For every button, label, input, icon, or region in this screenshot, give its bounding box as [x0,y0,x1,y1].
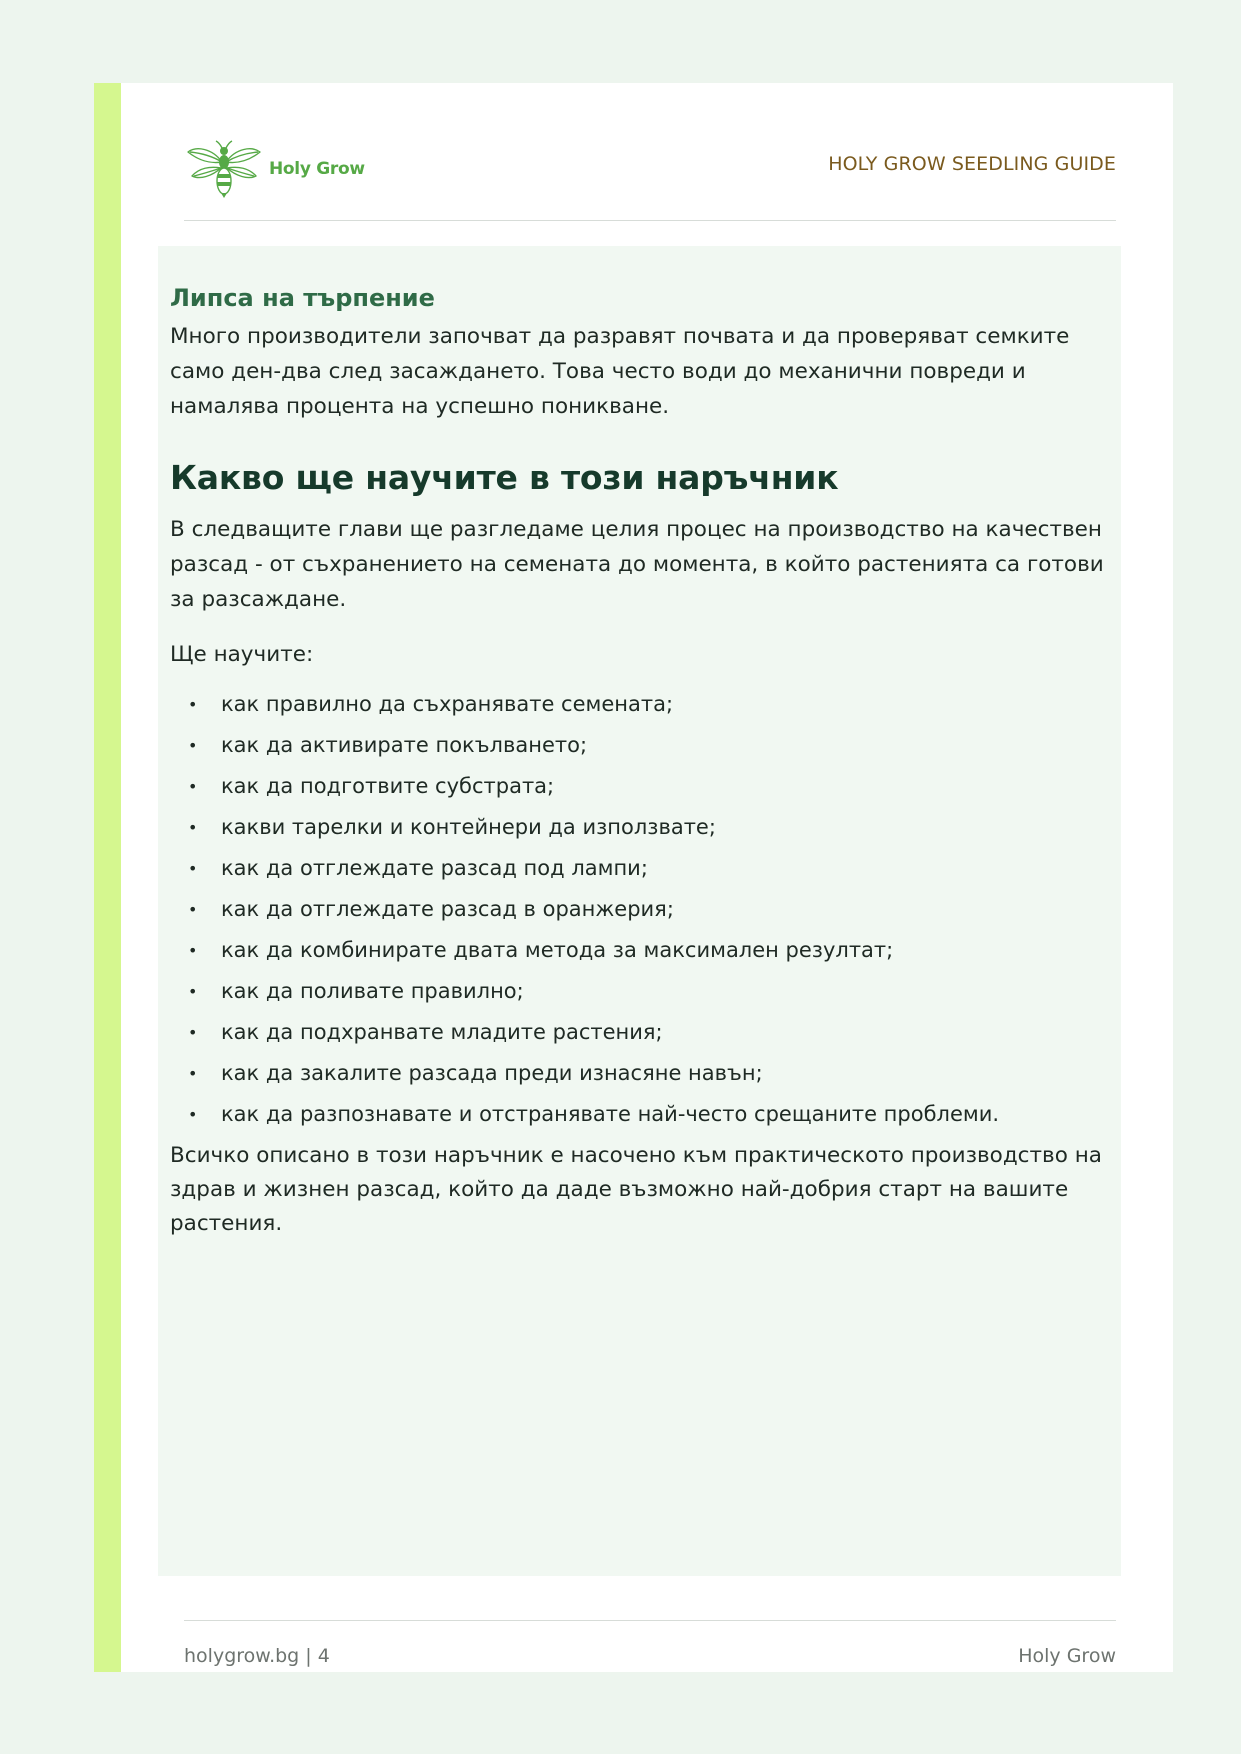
bee-leaf-icon [184,138,264,200]
list-item [170,1094,999,1135]
bullet-icon: • [188,941,198,960]
list-item-text: как да закалите разсада преди изнасяне навън; [221,1061,763,1085]
list-item-text: как да разпознавате и отстранявате най-често срещаните проблеми. [221,1102,1000,1126]
closing-paragraph: Всичко описано в този наръчник е насочено към практическото производство на здрав и жизнен разсад, който да даде възможно най-добрия старт на вашите растения. [170,1143,1102,1236]
bullet-icon: • [188,982,198,1001]
list-item [170,1012,999,1053]
bullet-icon: • [188,736,198,755]
bullet-icon: • [188,1064,198,1083]
list-item-text: как да поливате правилно; [221,979,524,1003]
page-footer [184,1620,1116,1673]
header-title: HOLY GROW SEEDLING GUIDE [828,153,1116,175]
list-item [170,889,999,930]
page-header [184,83,1116,221]
list-intro: Ще научите: [170,642,314,667]
logo-text: Holy Grow [269,159,365,179]
list-item [170,848,999,889]
list-item [170,684,999,725]
document-page [94,83,1173,1672]
list-item [170,766,999,807]
list-item [170,930,999,971]
section-subheading: Липса на търпение [170,284,435,312]
list-item-text: какви тарелки и контейнери да използвате; [221,815,716,839]
bullet-icon: • [188,695,198,714]
bullet-icon: • [188,1023,198,1042]
intro-paragraph: Много производители започват да разравят почвата и да проверяват семките само ден-два след засаждането. Това често води до механични повреди и намалява процента на успешно поникване. [170,324,1070,419]
list-item [170,725,999,766]
content-panel [158,246,1121,1576]
logo [184,138,365,200]
footer-page-info: holygrow.bg | 4 [184,1645,330,1667]
bullet-icon: • [188,1105,198,1124]
list-item [170,971,999,1012]
accent-bar [94,83,121,1672]
list-item-text: как да подхранвате младите растения; [221,1020,663,1044]
list-item-text: как да отглеждате разсад под лампи; [221,856,648,880]
list-item-text: как да активирате покълването; [221,733,588,757]
list-item-text: как да подготвите субстрата; [221,774,555,798]
list-item-text: как да комбинирате двата метода за максимален резултат; [221,938,894,962]
bullet-icon: • [188,900,198,919]
body-paragraph: В следващите глави ще разгледаме целия процес на производство на качествен разсад - от съхранението на семената до момента, в който растенията са готови за разсаждане. [170,517,1104,612]
section-heading: Какво ще научите в този наръчник [170,458,839,497]
bullet-icon: • [188,777,198,796]
list-item [170,1053,999,1094]
list-item [170,807,999,848]
bullet-icon: • [188,859,198,878]
list-item-text: как правилно да съхранявате семената; [221,692,674,716]
list-item-text: как да отглеждате разсад в оранжерия; [221,897,674,921]
footer-brand: Holy Grow [1018,1645,1116,1667]
topics-list [170,684,999,1135]
bullet-icon: • [188,818,198,837]
